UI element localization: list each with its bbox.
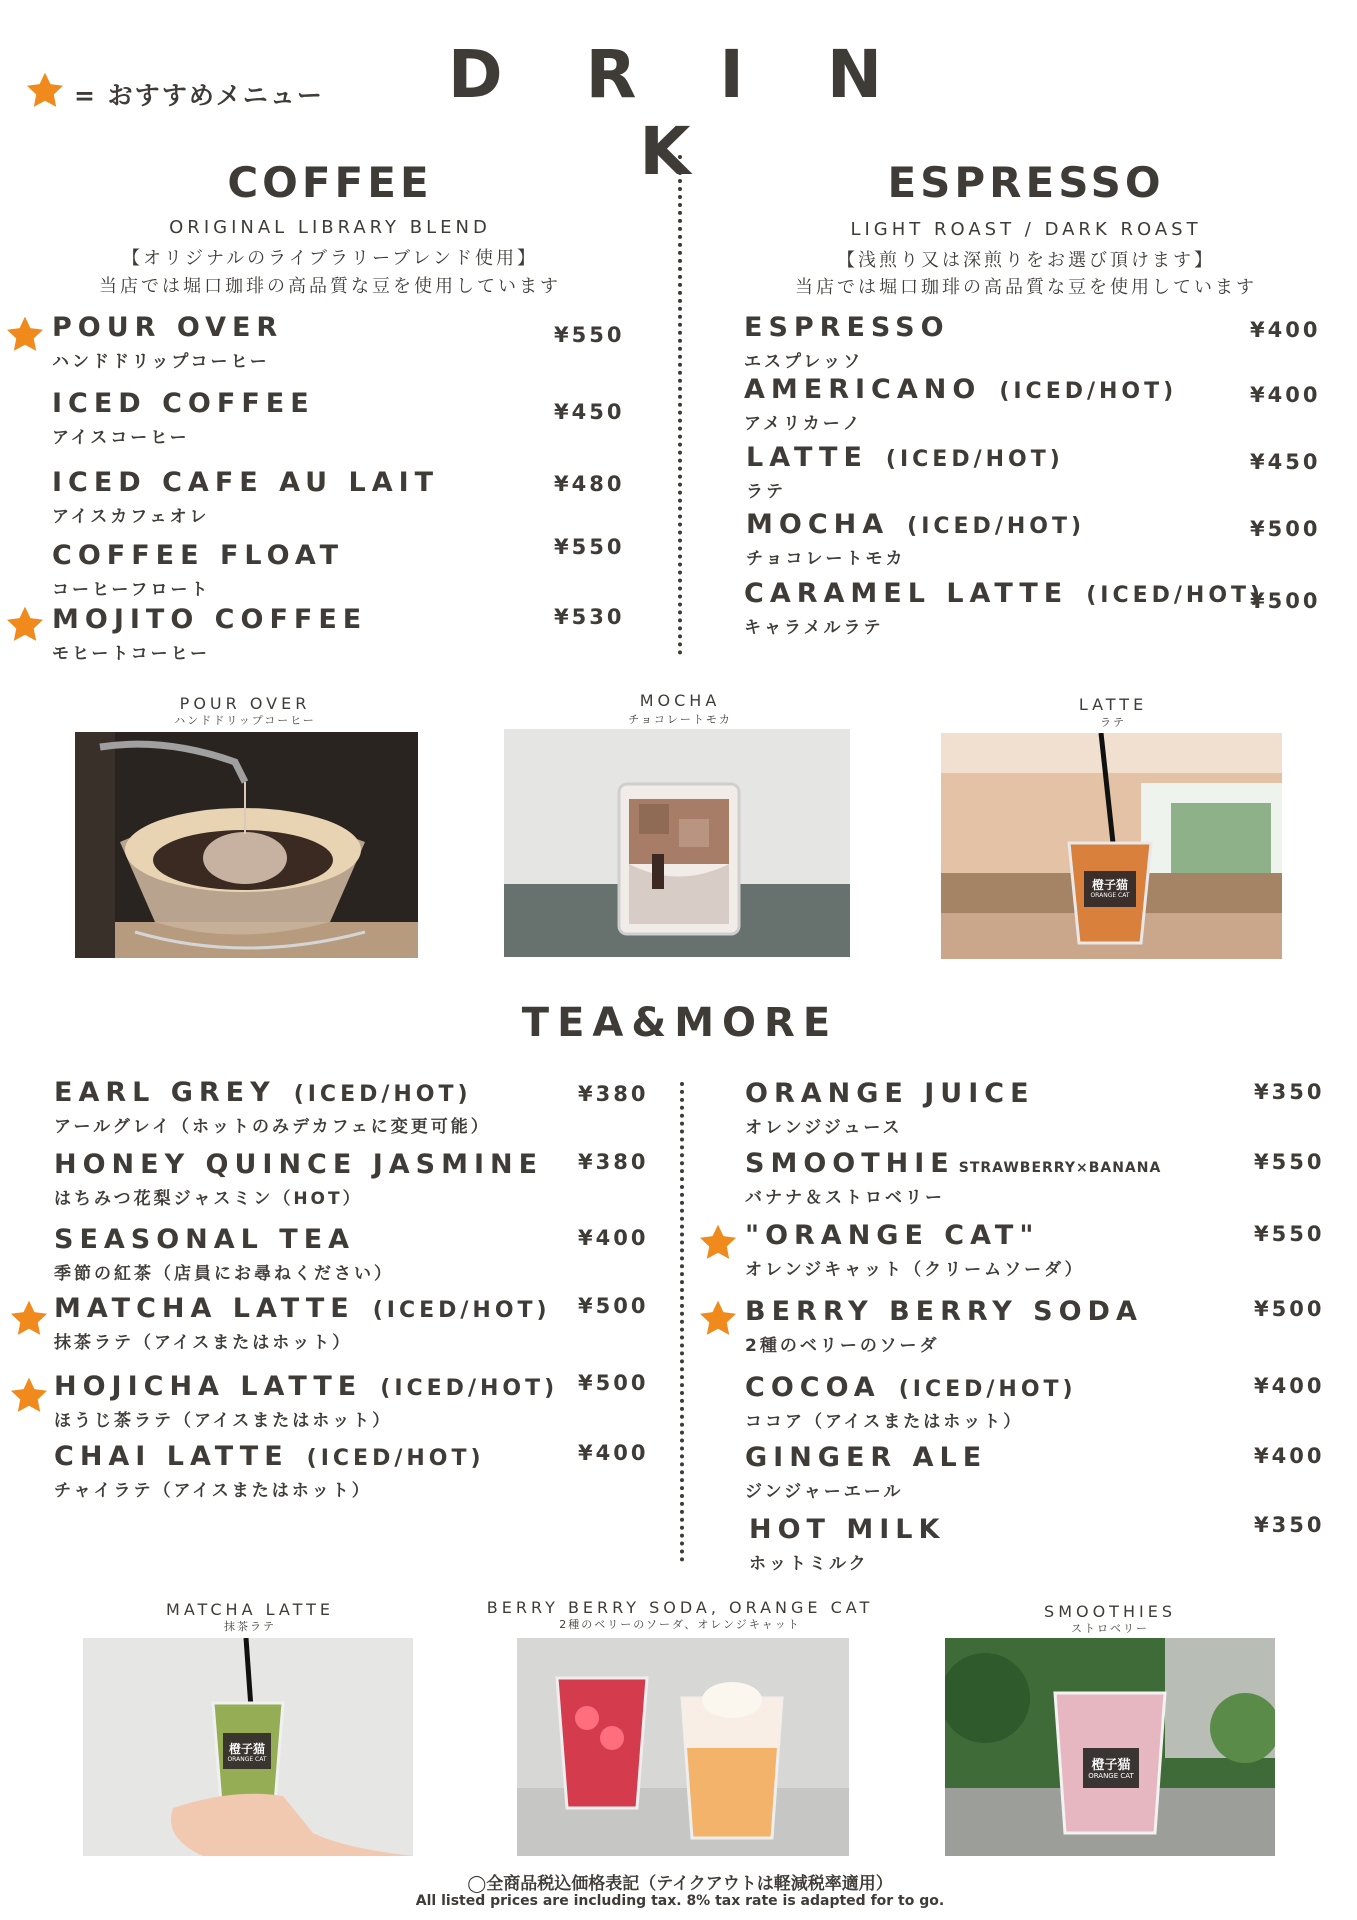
item-option: (ICED/HOT) [898,1377,1077,1402]
item-price: ¥530 [554,605,625,629]
coffee-sub-jp1: 【オリジナルのライブラリーブレンド使用】 [122,248,538,269]
menu-item-berry-berry-soda [745,1296,1143,1356]
item-option: (ICED/HOT) [885,447,1064,472]
menu-item-coffee-float [52,540,344,600]
item-price: ¥500 [578,1294,649,1318]
legend-text: = おすすめメニュー [74,81,324,110]
photo-caption-jp: ストロベリー [1071,1622,1149,1635]
cup-logo-jp: 橙子猫 [1091,878,1128,892]
pour-over-photo [75,732,418,958]
menu-item-smoothie [745,1148,1161,1208]
footer-tax-note-en: All listed prices are including tax. 8% tax rate is adapted for to go. [415,1893,945,1909]
item-price: ¥550 [554,535,625,559]
recommended-star-icon [4,314,46,356]
espresso-sub-jp1: 【浅煎り又は深煎りをお選び頂けます】 [837,250,1215,271]
recommended-star-icon [697,1222,739,1264]
menu-item-seasonal-tea [54,1224,394,1284]
item-jp: ラテ [746,482,786,502]
item-jp: エスプレッソ [744,352,864,372]
item-name: SMOOTHIE [745,1148,955,1179]
item-jp: ほうじ茶ラテ（アイスまたはホット） [54,1411,393,1431]
item-jp: 抹茶ラテ（アイスまたはホット） [54,1333,353,1353]
tea-title: TEA&MORE [521,1000,839,1046]
menu-item-ginger-ale [745,1442,987,1502]
menu-item-matcha-latte [54,1293,551,1353]
menu-item-iced-cafe-au-lait [52,467,439,527]
column-divider [680,1082,684,1562]
coffee-title: COFFEE [227,158,433,207]
mocha-photo [504,729,850,957]
item-jp: コーヒーフロート [52,580,211,600]
item-jp: ハンドドリップコーヒー [52,352,270,372]
item-option: (ICED/HOT) [380,1376,559,1401]
item-name: SEASONAL TEA [54,1224,356,1255]
item-price: ¥400 [578,1226,649,1250]
item-name: ORANGE JUICE [745,1078,1035,1109]
item-jp: アメリカーノ [744,414,863,434]
photo-caption-jp: ラテ [1100,716,1126,729]
photo-caption-en: BERRY BERRY SODA, ORANGE CAT [486,1598,874,1617]
item-name: HOT MILK [749,1514,946,1545]
item-option: (ICED/HOT) [907,514,1086,539]
menu-item-cocoa [745,1372,1077,1432]
item-name: ICED CAFE AU LAIT [52,467,440,498]
menu-item-latte [746,442,1064,502]
espresso-sub-en: LIGHT ROAST / DARK ROAST [850,219,1202,240]
menu-item-chai-latte [54,1441,485,1501]
menu-item-mocha [746,509,1085,569]
column-divider [678,155,682,655]
item-name: COFFEE FLOAT [52,540,345,571]
smoothies-photo [945,1638,1275,1856]
menu-item-orange-cat [745,1220,1085,1280]
menu-item-caramel-latte [744,578,1264,638]
item-jp: モヒートコーヒー [52,644,210,664]
item-name: "ORANGE CAT" [745,1220,1040,1251]
item-jp: キャラメルラテ [744,618,884,638]
coffee-sub-en: ORIGINAL LIBRARY BLEND [169,217,491,238]
latte-photo [941,733,1282,959]
menu-item-hot-milk [749,1514,945,1574]
item-jp: チョコレートモカ [746,549,906,569]
item-price: ¥550 [554,323,625,347]
item-price: ¥400 [1254,1374,1325,1398]
item-jp: バナナ＆ストロベリー [745,1188,945,1208]
item-name: COCOA [745,1372,881,1403]
item-price: ¥450 [554,400,625,424]
item-jp: ジンジャーエール [745,1482,904,1502]
recommended-star-icon [4,604,46,646]
berry-soda-orange-cat-photo [517,1638,849,1856]
photo-caption-en: LATTE [1078,695,1148,714]
menu-item-americano [744,374,1177,434]
photo-caption-en: MATCHA LATTE [166,1600,334,1619]
cup-logo-jp: 橙子猫 [228,1742,265,1756]
menu-item-orange-juice [745,1078,1035,1138]
item-name: AMERICANO [744,374,982,405]
item-name: HOJICHA LATTE [54,1371,363,1402]
item-price: ¥480 [554,472,625,496]
item-option: (ICED/HOT) [1086,583,1265,608]
item-jp: チャイラテ（アイスまたはホット） [54,1481,372,1501]
item-price: ¥380 [578,1082,649,1106]
item-name: CARAMEL LATTE [744,578,1069,609]
menu-item-iced-coffee [52,388,315,448]
item-jp: ココア（アイスまたはホット） [745,1412,1024,1432]
item-name: MATCHA LATTE [54,1293,355,1324]
item-price: ¥500 [578,1371,649,1395]
item-option: (ICED/HOT) [372,1298,551,1323]
item-name: ICED COFFEE [52,388,315,419]
espresso-title: ESPRESSO [887,158,1165,207]
item-jp: ホットミルク [749,1554,869,1574]
menu-item-hojicha-latte [54,1371,558,1431]
item-name: HONEY QUINCE JASMINE [54,1149,544,1180]
photo-caption-jp: 抹茶ラテ [224,1620,276,1633]
photo-caption-jp: ハンドドリップコーヒー [174,714,316,727]
item-price: ¥550 [1254,1150,1325,1174]
item-price: ¥400 [1250,383,1321,407]
item-name: CHAI LATTE [54,1441,289,1472]
item-name: ESPRESSO [744,312,950,343]
item-price: ¥350 [1254,1080,1325,1104]
item-jp: アイスカフェオレ [52,507,210,527]
menu-item-honey-quince-jasmine [54,1149,543,1209]
item-jp: 季節の紅茶（店員にお尋ねください） [54,1264,394,1284]
item-name: POUR OVER [52,312,284,343]
item-price: ¥400 [1250,318,1321,342]
item-option: (ICED/HOT) [999,379,1178,404]
menu-item-mojito-coffee [52,604,367,664]
item-price: ¥380 [578,1150,649,1174]
menu-item-espresso [744,312,950,372]
photo-caption-en: MOCHA [639,691,721,710]
cup-logo-jp: 橙子猫 [1091,1758,1131,1773]
item-name: GINGER ALE [745,1442,988,1473]
cup-logo-en: ORANGE CAT [1088,1772,1134,1780]
item-price: ¥400 [1254,1444,1325,1468]
item-price: ¥400 [578,1441,649,1465]
coffee-sub-jp2: 当店では堀口珈琲の高品質な豆を使用しています [99,276,561,297]
item-option: (ICED/HOT) [306,1446,485,1471]
espresso-sub-jp2: 当店では堀口珈琲の高品質な豆を使用しています [795,277,1257,298]
cup-logo-en: ORANGE CAT [227,1756,267,1763]
recommended-star-icon [8,1375,50,1417]
item-price: ¥500 [1250,517,1321,541]
item-price: ¥500 [1250,589,1321,613]
item-jp: はちみつ花梨ジャスミン（HOT） [54,1189,363,1209]
item-price: ¥500 [1254,1297,1325,1321]
item-price: ¥450 [1250,450,1321,474]
footer-tax-note-jp: ◯全商品税込価格表記（テイクアウトは軽減税率適用） [467,1874,893,1894]
item-option: (ICED/HOT) [293,1082,472,1107]
photo-caption-jp: チョコレートモカ [628,713,732,726]
recommended-star-icon [697,1298,739,1340]
item-name: BERRY BERRY SODA [745,1296,1143,1327]
item-jp: 2種のベリーのソーダ [745,1336,940,1356]
item-jp: アールグレイ（ホットのみデカフェに変更可能） [54,1117,491,1137]
item-name: MOJITO COFFEE [52,604,368,635]
item-name: EARL GREY [54,1077,276,1108]
page-title: D R I N K [447,36,913,190]
menu-item-pour-over [52,312,283,372]
photo-caption-en: SMOOTHIES [1044,1602,1176,1621]
item-name: MOCHA [746,509,890,540]
item-name: LATTE [746,442,868,473]
item-jp: オレンジキャット（クリームソーダ） [745,1260,1085,1280]
item-price: ¥350 [1254,1513,1325,1537]
recommended-star-icon [8,1298,50,1340]
item-price: ¥550 [1254,1222,1325,1246]
item-option: STRAWBERRY×BANANA [958,1160,1162,1176]
photo-caption-jp: 2種のベリーのソーダ、オレンジキャット [559,1618,801,1631]
item-jp: オレンジジュース [745,1118,903,1138]
item-jp: アイスコーヒー [52,428,190,448]
menu-item-earl-grey [54,1077,491,1137]
recommended-star-icon [24,70,66,112]
photo-caption-en: POUR OVER [179,694,311,713]
cup-logo-en: ORANGE CAT [1090,892,1130,899]
